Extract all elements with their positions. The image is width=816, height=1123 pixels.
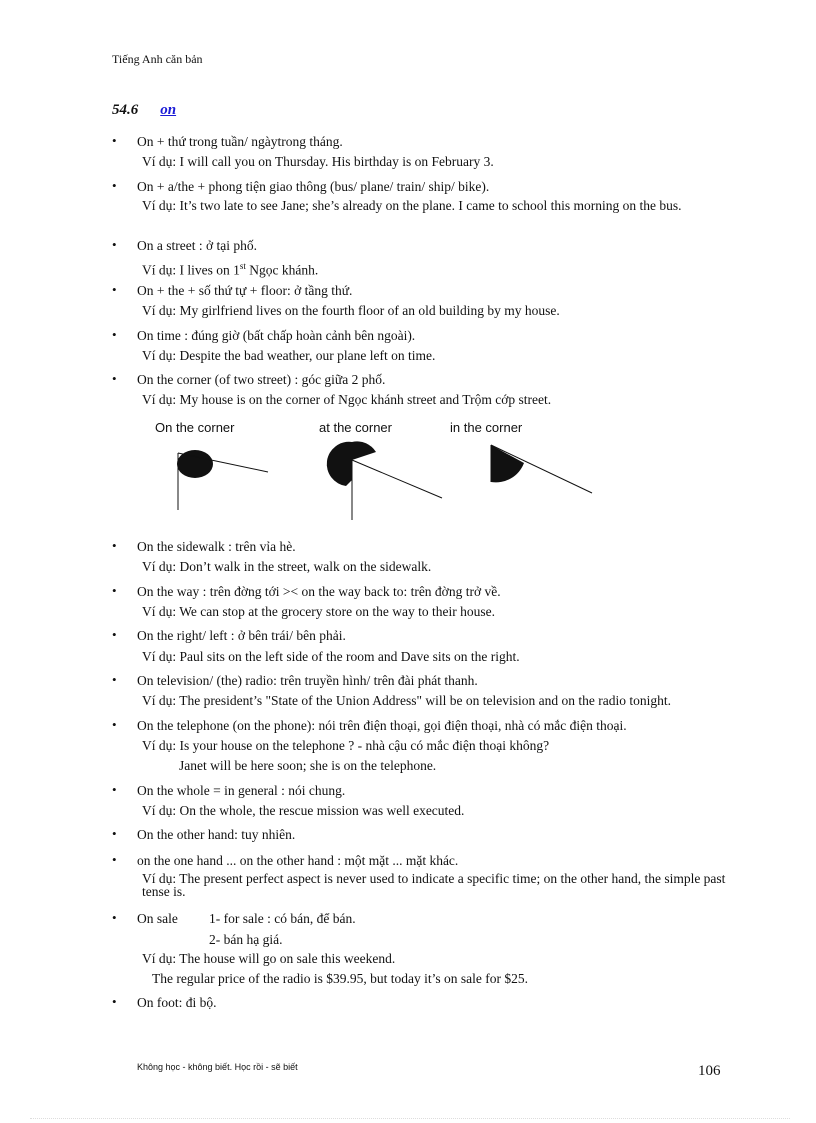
at-corner-figure	[327, 441, 442, 520]
item-text: On + the + số thứ tự + floor: ở tầng thứ.	[137, 283, 353, 298]
item-example: Ví dụ: On the whole, the rescue mission was well executed.	[142, 803, 465, 818]
item-example: Ví dụ: Is your house on the telephone ? - nhà cậu có mắc điện thoại không?	[142, 738, 550, 753]
page-bottom-rule	[30, 1118, 790, 1119]
item-text: On the way : trên đờng tới >< on the way back to: trên đờng trở về.	[137, 584, 501, 599]
item-example: Ví dụ: Despite the bad weather, our plane left on time.	[142, 348, 436, 363]
item-meaning-1: 1- for sale : có bán, để bán.	[209, 911, 356, 926]
bullet-icon: •	[112, 178, 117, 193]
bullet-icon: •	[112, 717, 117, 732]
item-text: On the right/ left : ở bên trái/ bên phải.	[137, 628, 346, 643]
bullet-icon: •	[112, 282, 117, 297]
bullet-icon: •	[112, 538, 117, 553]
item-example: Ví dụ: Don’t walk in the street, walk on the sidewalk.	[142, 559, 432, 574]
item-text: On time : đúng giờ (bất chấp hoàn cảnh bên ngoài).	[137, 328, 416, 343]
page-footer: Không học - không biết. Học rồi - sẽ biết	[137, 1062, 298, 1072]
item-meaning-2: 2- bán hạ giá.	[209, 932, 283, 947]
on-corner-figure	[177, 450, 268, 510]
item-text: On foot: đi bộ.	[137, 995, 217, 1010]
item-text: On the corner (of two street) : góc giữa 2 phố.	[137, 372, 386, 387]
item-text: On the telephone (on the phone): nói trên điện thoại, gọi điện thoại, nhà có mắc điện thoại.	[137, 718, 627, 733]
item-example: Ví dụ: I will call you on Thursday. His birthday is on February 3.	[142, 154, 494, 169]
item-text: On sale	[137, 911, 178, 926]
item-text: On + a/the + phong tiện giao thông (bus/ plane/ train/ ship/ bike).	[137, 179, 490, 194]
page-header: Tiếng Anh căn bản	[112, 52, 203, 66]
item-example: Ví dụ: The president’s "State of the Union Address" will be on television and on the radio tonight.	[142, 693, 671, 708]
bullet-icon: •	[112, 583, 117, 598]
item-text: on the one hand ... on the other hand : một mặt ... mặt khác.	[137, 853, 459, 868]
bullet-icon: •	[112, 133, 117, 148]
bullet-icon: •	[112, 852, 117, 867]
bullet-icon: •	[112, 826, 117, 841]
bullet-icon: •	[112, 627, 117, 642]
bullet-icon: •	[112, 672, 117, 687]
corner-drawing	[150, 420, 610, 525]
item-example: Ví dụ: The house will go on sale this weekend.	[142, 951, 396, 966]
corner-diagram	[150, 420, 610, 525]
section-number: 54.6	[112, 102, 139, 118]
bullet-icon: •	[112, 327, 117, 342]
item-text: On + thứ trong tuần/ ngàytrong tháng.	[137, 134, 343, 149]
item-example: Ví dụ: I lives on 1st Ngọc khánh.	[142, 261, 319, 278]
diagram-label-at: at the corner	[319, 420, 392, 435]
diagram-label-in: in the corner	[450, 420, 523, 435]
item-example: Ví dụ: We can stop at the grocery store on the way to their house.	[142, 604, 495, 619]
page-number: 106	[698, 1063, 721, 1079]
item-text: On the other hand: tuy nhiên.	[137, 827, 296, 842]
item-text: On the whole = in general : nói chung.	[137, 783, 346, 798]
bullet-icon: •	[112, 782, 117, 797]
in-corner-figure	[491, 445, 592, 493]
section-title-link[interactable]: on	[160, 102, 177, 118]
item-example: Ví dụ: My house is on the corner of Ngọc khánh street and Trộm cớp street.	[142, 392, 552, 407]
item-example: Ví dụ: The present perfect aspect is never used to indicate a specific time; on the other hand, the simple past tense is.	[142, 871, 726, 899]
item-text: On television/ (the) radio: trên truyền hình/ trên đài phát thanh.	[137, 673, 478, 688]
item-example-continued: Janet will be here soon; she is on the telephone.	[179, 758, 437, 773]
item-example: Ví dụ: Paul sits on the left side of the room and Dave sits on the right.	[142, 649, 520, 664]
diagram-label-on: On the corner	[155, 420, 235, 435]
item-example: Ví dụ: My girlfriend lives on the fourth floor of an old building by my house.	[142, 303, 560, 318]
bullet-icon: •	[112, 910, 117, 925]
item-example-continued: The regular price of the radio is $39.95, but today it’s on sale for $25.	[152, 971, 529, 986]
section-heading	[112, 102, 176, 119]
item-example: Ví dụ: It’s two late to see Jane; she’s already on the plane. I came to school this morning on the bus.	[142, 198, 682, 213]
bullet-icon: •	[112, 994, 117, 1009]
item-text: On a street : ở tại phố.	[137, 238, 257, 253]
bullet-icon: •	[112, 237, 117, 252]
item-text: On the sidewalk : trên vỉa hè.	[137, 539, 296, 554]
bullet-icon: •	[112, 371, 117, 386]
